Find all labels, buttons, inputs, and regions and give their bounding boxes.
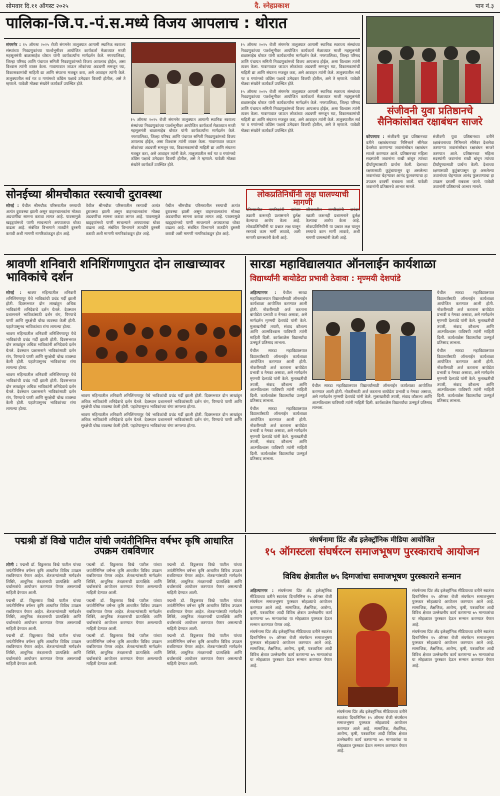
story1-body: संगमनेर : १५ ऑगस्ट २०२५ रोजी संगमनेर तालुक्यात आगामी स्थानिक स्वराज्य संस्थांच्या निवडणुकांच्या पार्श्वभूमीवर आयोजित कार्यकर्ता मेळाव्यात माजी महसूलमंत्री बाळासाहेब थोरात यांनी कार्यकर्त्यांना मार्गदर्शन केले. नगरपालिका, जिल्हा परिषद आणि पंचायत समिती निवडणुकांमध्ये विजय आपलाच होईल, असा विश्वास त्यांनी व्यक्त केला. गावागावात जाऊन लोकांच्या अडचणी समजून घ्या, विकासकामांची माहिती द्या आणि संघटना मजबूत करा, असे आवाहन त्यांनी केले. तालुक्यातील सर्व गट व गणांमध्ये काँग्रेस पक्षाचे उमेदवार विजयी होतील, असे ते म्हणाले. यावेळी मोठ्या संख्येने कार्यकर्ते उपस्थित होते. १५ ऑगस्ट २०२५ रोजी संगमनेर तालुक्यात आगामी स्थानिक स्वराज्य संस्थांच्या निवडणुकांच्या पार्श्वभूमीवर आयोजित कार्यकर्ता मेळाव्यात माजी महसूलमंत्री बाळासाहेब थोरात यांनी कार्यकर्त्यांना मार्गदर्शन केले. नगरपालिका, जिल्हा परिषद आणि पंचायत समिती निवडणुकांमध्ये विजय आपलाच होईल, असा विश्वास त्यांनी व्यक्त केला. गावागावात जाऊन लोकांच्या अडचणी समजून घ्या, विकासकामांची माहिती द्या आणि संघटना मजबूत करा, असे आवाहन त्यांनी केले. तालुक्यातील सर्व गट व गणांमध्ये काँग्रेस पक्षाचे उमेदवार विजयी होतील, असे ते म्हणाले. यावेळी मोठ्या संख्येने कार्यकर्ते उपस्थित होते. १५ ऑगस्ट २०२५ रोजी संगमनेर तालुक्यात आगामी स्थानिक स्वराज्य संस्थांच्या निवडणुकांच्या पार्श्वभूमीवर आयोजित कार्यकर्ता मेळाव्यात माजी महसूलमंत्री बाळासाहेब थोरात यांनी कार्यकर्त्यांना मार्गदर्शन केले. नगरपालिका, जिल्हा परिषद आणि पंचायत समिती निवडणुकांमध्ये विजय आपलाच होईल, असा विश्वास त्यांनी व्यक्त केला. गावागावात जाऊन लोकांच्या अडचणी समजून घ्या, विकासकामांची माहिती द्या आणि संघटना मजबूत करा, असे आवाहन त्यांनी केले. तालुक्यातील सर्व गट व गणांमध्ये काँग्रेस पक्षाचे उमेदवार विजयी होतील, असे ते म्हणाले. यावेळी मोठ्या संख्येने कार्यकर्ते उपस्थित होते. १५ ऑगस्ट २०२५ रोजी संगमनेर तालुक्यात आगामी स्थानिक स्वराज्य संस्थांच्या निवडणुकांच्या पार्श्वभूमीवर आयोजित कार्यकर्ता मेळाव्यात माजी महसूलमंत्री बाळासाहेब थोरात यांनी कार्यकर्त्यांना मार्गदर्शन केले. नगरपालिका, जिल्हा परिषद आणि पंचायत समिती निवडणुकांमध्ये विजय आपलाच होईल, असा विश्वास त्यांनी व्यक्त केला. गावागावात जाऊन लोकांच्या अडचणी समजून घ्या, विकासकामांची माहिती द्या आणि संघटना मजबूत करा, असे आवाहन त्यांनी केले. तालुक्यातील सर्व गट व गणांमध्ये काँग्रेस पक्षाचे उमेदवार विजयी होतील, असे ते म्हणाले. यावेळी मोठ्या संख्येने कार्यकर्ते उपस्थित होते. (6, 42, 360, 167)
story3-headline: सोनईच्या श्रीमचौकात रस्त्याची दुरावस्था (6, 188, 162, 201)
story6-body: अहिल्यानगर : येथील सारडा महाविद्यालयात विद्यार्थ्यांसाठी ऑनलाईन कार्यशाळा आयोजित करण्यात आली होती. नोकरीसाठी अर्ज करताना बायोडेटा प्रभावी व नेमका असावा, असे मार्गदर्शन मृण्मयी देशपांडे यांनी केले. मुलाखतीची तयारी, संवाद कौशल्य आणि आत्मविश्वास याविषयी त्यांनी माहिती दिली. कार्यशाळेस विद्यार्थ्यांचा उत्स्फूर्त प्रतिसाद लाभला. येथील सारडा महाविद्यालयात विद्यार्थ्यांसाठी ऑनलाईन कार्यशाळा आयोजित करण्यात आली होती. नोकरीसाठी अर्ज करताना बायोडेटा प्रभावी व नेमका असावा, असे मार्गदर्शन मृण्मयी देशपांडे यांनी केले. मुलाखतीची तयारी, संवाद कौशल्य आणि आत्मविश्वास याविषयी त्यांनी माहिती दिली. कार्यशाळेस विद्यार्थ्यांचा उत्स्फूर्त प्रतिसाद लाभला. येथील सारडा महाविद्यालयात विद्यार्थ्यांसाठी ऑनलाईन कार्यशाळा आयोजित करण्यात आली होती. नोकरीसाठी अर्ज करताना बायोडेटा प्रभावी व नेमका असावा, असे मार्गदर्शन मृण्मयी देशपांडे यांनी केले. मुलाखतीची तयारी, संवाद कौशल्य आणि आत्मविश्वास याविषयी त्यांनी माहिती दिली. कार्यशाळेस विद्यार्थ्यांचा उत्स्फूर्त प्रतिसाद लाभला. येथील सारडा महाविद्यालयात विद्यार्थ्यांसाठी ऑनलाईन कार्यशाळा आयोजित करण्यात आली होती. नोकरीसाठी अर्ज करताना बायोडेटा प्रभावी व नेमका असावा, असे मार्गदर्शन मृण्मयी देशपांडे यांनी केले. मुलाखतीची तयारी, संवाद कौशल्य आणि आत्मविश्वास याविषयी त्यांनी माहिती दिली. कार्यशाळेस विद्यार्थ्यांचा उत्स्फूर्त प्रतिसाद लाभला. येथील सारडा महाविद्यालयात विद्यार्थ्यांसाठी ऑनलाईन कार्यशाळा आयोजित करण्यात आली होती. नोकरीसाठी अर्ज करताना बायोडेटा प्रभावी व नेमका असावा, असे मार्गदर्शन मृण्मयी देशपांडे यांनी केले. मुलाखतीची तयारी, संवाद कौशल्य आणि आत्मविश्वास याविषयी त्यांनी माहिती दिली. कार्यशाळेस विद्यार्थ्यांचा उत्स्फूर्त प्रतिसाद लाभला. येथील सारडा महाविद्यालयात विद्यार्थ्यांसाठी ऑनलाईन कार्यशाळा आयोजित करण्यात आली होती. नोकरीसाठी अर्ज करताना बायोडेटा प्रभावी व नेमका असावा, असे मार्गदर्शन मृण्मयी देशपांडे यांनी केले. मुलाखतीची तयारी, संवाद कौशल्य आणि आत्मविश्वास याविषयी त्यांनी माहिती दिली. कार्यशाळेस विद्यार्थ्यांचा उत्स्फूर्त प्रतिसाद लाभला. (250, 290, 494, 462)
top-bar (0, 0, 500, 13)
story3-body: सोनई : येथील श्रीमचौक परिसरातील रस्त्याची अत्यंत दुरावस्था झाली असून वाहनचालकांना मोठ्या अडचणींचा सामना करावा लागत आहे. पावसामुळे खड्ड्यांमध्ये पाणी साचल्याने अपघाताचा धोका वाढला आहे. संबंधित विभागाने तातडीने दुरुस्ती करावी अशी मागणी नागरिकांकडून होत आहे. येथील श्रीमचौक परिसरातील रस्त्याची अत्यंत दुरावस्था झाली असून वाहनचालकांना मोठ्या अडचणींचा सामना करावा लागत आहे. पावसामुळे खड्ड्यांमध्ये पाणी साचल्याने अपघाताचा धोका वाढला आहे. संबंधित विभागाने तातडीने दुरुस्ती करावी अशी मागणी नागरिकांकडून होत आहे. येथील श्रीमचौक परिसरातील रस्त्याची अत्यंत दुरावस्था झाली असून वाहनचालकांना मोठ्या अडचणींचा सामना करावा लागत आहे. पावसामुळे खड्ड्यांमध्ये पाणी साचल्याने अपघाताचा धोका वाढला आहे. संबंधित विभागाने तातडीने दुरुस्ती करावी अशी मागणी नागरिकांकडून होत आहे. (6, 203, 241, 236)
story6-subhead: विद्यार्थ्यांनी बायोडेटा प्रभावी ठेवावा : मृण्मयी देशपांडे (250, 274, 401, 283)
story4-headline: लोकप्रतिनिधींनी लक्ष घालण्याची मागणी (246, 189, 360, 210)
story7-body: लोणी : पद्मश्री डॉ. विठ्ठलराव विखे पाटील यांच्या जयंतीनिमित्त वर्षभर कृषि आधारित विविध उपक्रम राबविण्यात येणार आहेत. शेतकऱ्यांसाठी मार्गदर्शन शिबिरे, आधुनिक तंत्रज्ञानाची प्रात्यक्षिके आणि चर्चासत्रांचे आयोजन करण्यात येणार असल्याची माहिती देण्यात आली. पद्मश्री डॉ. विठ्ठलराव विखे पाटील यांच्या जयंतीनिमित्त वर्षभर कृषि आधारित विविध उपक्रम राबविण्यात येणार आहेत. शेतकऱ्यांसाठी मार्गदर्शन शिबिरे, आधुनिक तंत्रज्ञानाची प्रात्यक्षिके आणि चर्चासत्रांचे आयोजन करण्यात येणार असल्याची माहिती देण्यात आली. पद्मश्री डॉ. विठ्ठलराव विखे पाटील यांच्या जयंतीनिमित्त वर्षभर कृषि आधारित विविध उपक्रम राबविण्यात येणार आहेत. शेतकऱ्यांसाठी मार्गदर्शन शिबिरे, आधुनिक तंत्रज्ञानाची प्रात्यक्षिके आणि चर्चासत्रांचे आयोजन करण्यात येणार असल्याची माहिती देण्यात आली. पद्मश्री डॉ. विठ्ठलराव विखे पाटील यांच्या जयंतीनिमित्त वर्षभर कृषि आधारित विविध उपक्रम राबविण्यात येणार आहेत. शेतकऱ्यांसाठी मार्गदर्शन शिबिरे, आधुनिक तंत्रज्ञानाची प्रात्यक्षिके आणि चर्चासत्रांचे आयोजन करण्यात येणार असल्याची माहिती देण्यात आली. पद्मश्री डॉ. विठ्ठलराव विखे पाटील यांच्या जयंतीनिमित्त वर्षभर कृषि आधारित विविध उपक्रम राबविण्यात येणार आहेत. शेतकऱ्यांसाठी मार्गदर्शन शिबिरे, आधुनिक तंत्रज्ञानाची प्रात्यक्षिके आणि चर्चासत्रांचे आयोजन करण्यात येणार असल्याची माहिती देण्यात आली. पद्मश्री डॉ. विठ्ठलराव विखे पाटील यांच्या जयंतीनिमित्त वर्षभर कृषि आधारित विविध उपक्रम राबविण्यात येणार आहेत. शेतकऱ्यांसाठी मार्गदर्शन शिबिरे, आधुनिक तंत्रज्ञानाची प्रात्यक्षिके आणि चर्चासत्रांचे आयोजन करण्यात येणार असल्याची माहिती देण्यात आली. पद्मश्री डॉ. विठ्ठलराव विखे पाटील यांच्या जयंतीनिमित्त वर्षभर कृषि आधारित विविध उपक्रम राबविण्यात येणार आहेत. शेतकऱ्यांसाठी मार्गदर्शन शिबिरे, आधुनिक तंत्रज्ञानाची प्रात्यक्षिके आणि चर्चासत्रांचे आयोजन करण्यात येणार असल्याची माहिती देण्यात आली. पद्मश्री डॉ. विठ्ठलराव विखे पाटील यांच्या जयंतीनिमित्त वर्षभर कृषि आधारित विविध उपक्रम राबविण्यात येणार आहेत. शेतकऱ्यांसाठी मार्गदर्शन शिबिरे, आधुनिक तंत्रज्ञानाची प्रात्यक्षिके आणि चर्चासत्रांचे आयोजन करण्यात येणार असल्याची माहिती देण्यात आली. पद्मश्री डॉ. विठ्ठलराव विखे पाटील यांच्या जयंतीनिमित्त वर्षभर कृषि आधारित विविध उपक्रम राबविण्यात येणार आहेत. शेतकऱ्यांसाठी मार्गदर्शन शिबिरे, आधुनिक तंत्रज्ञानाची प्रात्यक्षिके आणि चर्चासत्रांचे आयोजन करण्यात येणार असल्याची माहिती देण्यात आली. (6, 562, 242, 667)
story1-headline: पालिका-जि.प.-पं.स.मध्ये विजय आपलाच : थोरात (6, 14, 288, 32)
story7-headline: पद्मश्री डॉ विखे पाटील यांची जयंतीनिमित्त वर्षभर कृषि आधारित उपक्रम राबविणार (14, 536, 234, 557)
story5-body: सोनई : श्रावण महिन्यातील शनिवारी शनिशिंगणापूर येथे भाविकांची प्रचंड गर्दी झाली होती. दिवसभरात दोन लाखांहून अधिक भाविकांनी शनिदेवाचे दर्शन घेतले. देवस्थान प्रशासनाने भाविकांसाठी दर्शन रांग, पिण्याचे पाणी आणि सुरक्षेची चोख व्यवस्था केली होती. पहाटेपासूनच भाविकांच्या रांगा लागल्या होत्या. श्रावण महिन्यातील शनिवारी शनिशिंगणापूर येथे भाविकांची प्रचंड गर्दी झाली होती. दिवसभरात दोन लाखांहून अधिक भाविकांनी शनिदेवाचे दर्शन घेतले. देवस्थान प्रशासनाने भाविकांसाठी दर्शन रांग, पिण्याचे पाणी आणि सुरक्षेची चोख व्यवस्था केली होती. पहाटेपासूनच भाविकांच्या रांगा लागल्या होत्या. श्रावण महिन्यातील शनिवारी शनिशिंगणापूर येथे भाविकांची प्रचंड गर्दी झाली होती. दिवसभरात दोन लाखांहून अधिक भाविकांनी शनिदेवाचे दर्शन घेतले. देवस्थान प्रशासनाने भाविकांसाठी दर्शन रांग, पिण्याचे पाणी आणि सुरक्षेची चोख व्यवस्था केली होती. पहाटेपासूनच भाविकांच्या रांगा लागल्या होत्या. श्रावण महिन्यातील शनिवारी शनिशिंगणापूर येथे भाविकांची प्रचंड गर्दी झाली होती. दिवसभरात दोन लाखांहून अधिक भाविकांनी शनिदेवाचे दर्शन घेतले. देवस्थान प्रशासनाने भाविकांसाठी दर्शन रांग, पिण्याचे पाणी आणि सुरक्षेची चोख व्यवस्था केली होती. पहाटेपासूनच भाविकांच्या रांगा लागल्या होत्या. श्रावण महिन्यातील शनिवारी शनिशिंगणापूर येथे भाविकांची प्रचंड गर्दी झाली होती. दिवसभरात दोन लाखांहून अधिक भाविकांनी शनिदेवाचे दर्शन घेतले. देवस्थान प्रशासनाने भाविकांसाठी दर्शन रांग, पिण्याचे पाणी आणि सुरक्षेची चोख व्यवस्था केली होती. पहाटेपासूनच भाविकांच्या रांगा लागल्या होत्या. (6, 290, 242, 428)
story6-photo (312, 290, 432, 380)
page-number: पान नं.३ (475, 3, 494, 10)
story8-photo (337, 588, 407, 706)
story8-headline: १५ ऑगस्टला संघर्षरत्न समाजभूषण पुरस्काराचे आयोजन (264, 546, 480, 558)
issue-date: सोमवार दि.११ ऑगस्ट २०२५ (6, 3, 69, 10)
story2-photo (366, 16, 494, 104)
story5-headline: श्रावणी शनिवारी शनिशिंगणापुरात दोन लाखाच्यावर भाविकांचे दर्शन (6, 257, 225, 284)
masthead: दै. स्नेहप्रकाश (254, 1, 290, 10)
story2-headline: संजीवनी युवा प्रतिष्ठानचे सैनिकांसोबत रक्षाबंधन साजरे (377, 106, 483, 128)
story4-body: परिसरातील नागरिकांनी वारंवार तक्रारी करूनही प्रशासनाने दुर्लक्ष केल्याचा आरोप केला आहे. लोकप्रतिनिधींनी या प्रश्नात लक्ष घालून रस्त्याचे काम मार्गी लावावे, अशी मागणी ग्रामस्थांनी केली आहे. परिसरातील नागरिकांनी वारंवार तक्रारी करूनही प्रशासनाने दुर्लक्ष केल्याचा आरोप केला आहे. लोकप्रतिनिधींनी या प्रश्नात लक्ष घालून रस्त्याचे काम मार्गी लावावे, अशी मागणी ग्रामस्थांनी केली आहे. (246, 207, 360, 240)
story6-headline: सारडा महाविद्यालयात ऑनलाईन कार्यशाळा (250, 257, 436, 271)
story8-body: अहिल्यानगर : संघर्षनामा प्रिंट अँड इलेक्ट्रॉनिक मीडियाच्या वतीने स्वातंत्र्य दिनानिमित्त १५ ऑगस्ट रोजी संघर्षरत्न समाजभूषण पुरस्कार सोहळ्याचे आयोजन करण्यात आले आहे. सामाजिक, शैक्षणिक, आरोग्य, कृषी, पत्रकारिता आदी विविध क्षेत्रात उल्लेखनीय कार्य करणाऱ्या ७५ मान्यवरांचा या सोहळ्यात पुरस्कार देऊन सन्मान करण्यात येणार आहे. संघर्षनामा प्रिंट अँड इलेक्ट्रॉनिक मीडियाच्या वतीने स्वातंत्र्य दिनानिमित्त १५ ऑगस्ट रोजी संघर्षरत्न समाजभूषण पुरस्कार सोहळ्याचे आयोजन करण्यात आले आहे. सामाजिक, शैक्षणिक, आरोग्य, कृषी, पत्रकारिता आदी विविध क्षेत्रात उल्लेखनीय कार्य करणाऱ्या ७५ मान्यवरांचा या सोहळ्यात पुरस्कार देऊन सन्मान करण्यात येणार आहे. संघर्षनामा प्रिंट अँड इलेक्ट्रॉनिक मीडियाच्या वतीने स्वातंत्र्य दिनानिमित्त १५ ऑगस्ट रोजी संघर्षरत्न समाजभूषण पुरस्कार सोहळ्याचे आयोजन करण्यात आले आहे. सामाजिक, शैक्षणिक, आरोग्य, कृषी, पत्रकारिता आदी विविध क्षेत्रात उल्लेखनीय कार्य करणाऱ्या ७५ मान्यवरांचा या सोहळ्यात पुरस्कार देऊन सन्मान करण्यात येणार आहे. संघर्षनामा प्रिंट अँड इलेक्ट्रॉनिक मीडियाच्या वतीने स्वातंत्र्य दिनानिमित्त १५ ऑगस्ट रोजी संघर्षरत्न समाजभूषण पुरस्कार सोहळ्याचे आयोजन करण्यात आले आहे. सामाजिक, शैक्षणिक, आरोग्य, कृषी, पत्रकारिता आदी विविध क्षेत्रात उल्लेखनीय कार्य करणाऱ्या ७५ मान्यवरांचा या सोहळ्यात पुरस्कार देऊन सन्मान करण्यात येणार आहे. संघर्षनामा प्रिंट अँड इलेक्ट्रॉनिक मीडियाच्या वतीने स्वातंत्र्य दिनानिमित्त १५ ऑगस्ट रोजी संघर्षरत्न समाजभूषण पुरस्कार सोहळ्याचे आयोजन करण्यात आले आहे. सामाजिक, शैक्षणिक, आरोग्य, कृषी, पत्रकारिता आदी विविध क्षेत्रात उल्लेखनीय कार्य करणाऱ्या ७५ मान्यवरांचा या सोहळ्यात पुरस्कार देऊन सन्मान करण्यात येणार आहे. (250, 588, 494, 754)
story1-photo (131, 42, 236, 114)
story8-kicker: संघर्षनामा प्रिंट अँड इलेक्ट्रॉनिक मीडिया आयोजित (309, 536, 435, 544)
story2-body: कोपरगाव : संजीवनी युवा प्रतिष्ठानच्या वतीने रक्षाबंधनाच्या निमित्ताने सीमेवर देशसेवा करणाऱ्या जवानांसोबत रक्षाबंधन साजरे करण्यात आले. प्रतिष्ठानच्या महिला सदस्यांनी जवानांना राखी बांधून त्यांच्या दीर्घायुष्यासाठी प्रार्थना केली. देशाच्या रक्षणासाठी कुटुंबापासून दूर असलेल्या जवानांच्या चेहऱ्यावर आनंद फुलवण्याचा हा उपक्रम दरवर्षी राबवला जातो. यावेळी जवानांनी प्रतिष्ठानचे आभार मानले. संजीवनी युवा प्रतिष्ठानच्या वतीने रक्षाबंधनाच्या निमित्ताने सीमेवर देशसेवा करणाऱ्या जवानांसोबत रक्षाबंधन साजरे करण्यात आले. प्रतिष्ठानच्या महिला सदस्यांनी जवानांना राखी बांधून त्यांच्या दीर्घायुष्यासाठी प्रार्थना केली. देशाच्या रक्षणासाठी कुटुंबापासून दूर असलेल्या जवानांच्या चेहऱ्यावर आनंद फुलवण्याचा हा उपक्रम दरवर्षी राबवला जातो. यावेळी जवानांनी प्रतिष्ठानचे आभार मानले. (366, 134, 494, 190)
story8-subhead: विविध क्षेत्रातील ७५ दिग्गजांचा समाजभूषण पुरस्काराने सन्मान (283, 572, 461, 581)
story5-photo (81, 290, 242, 390)
